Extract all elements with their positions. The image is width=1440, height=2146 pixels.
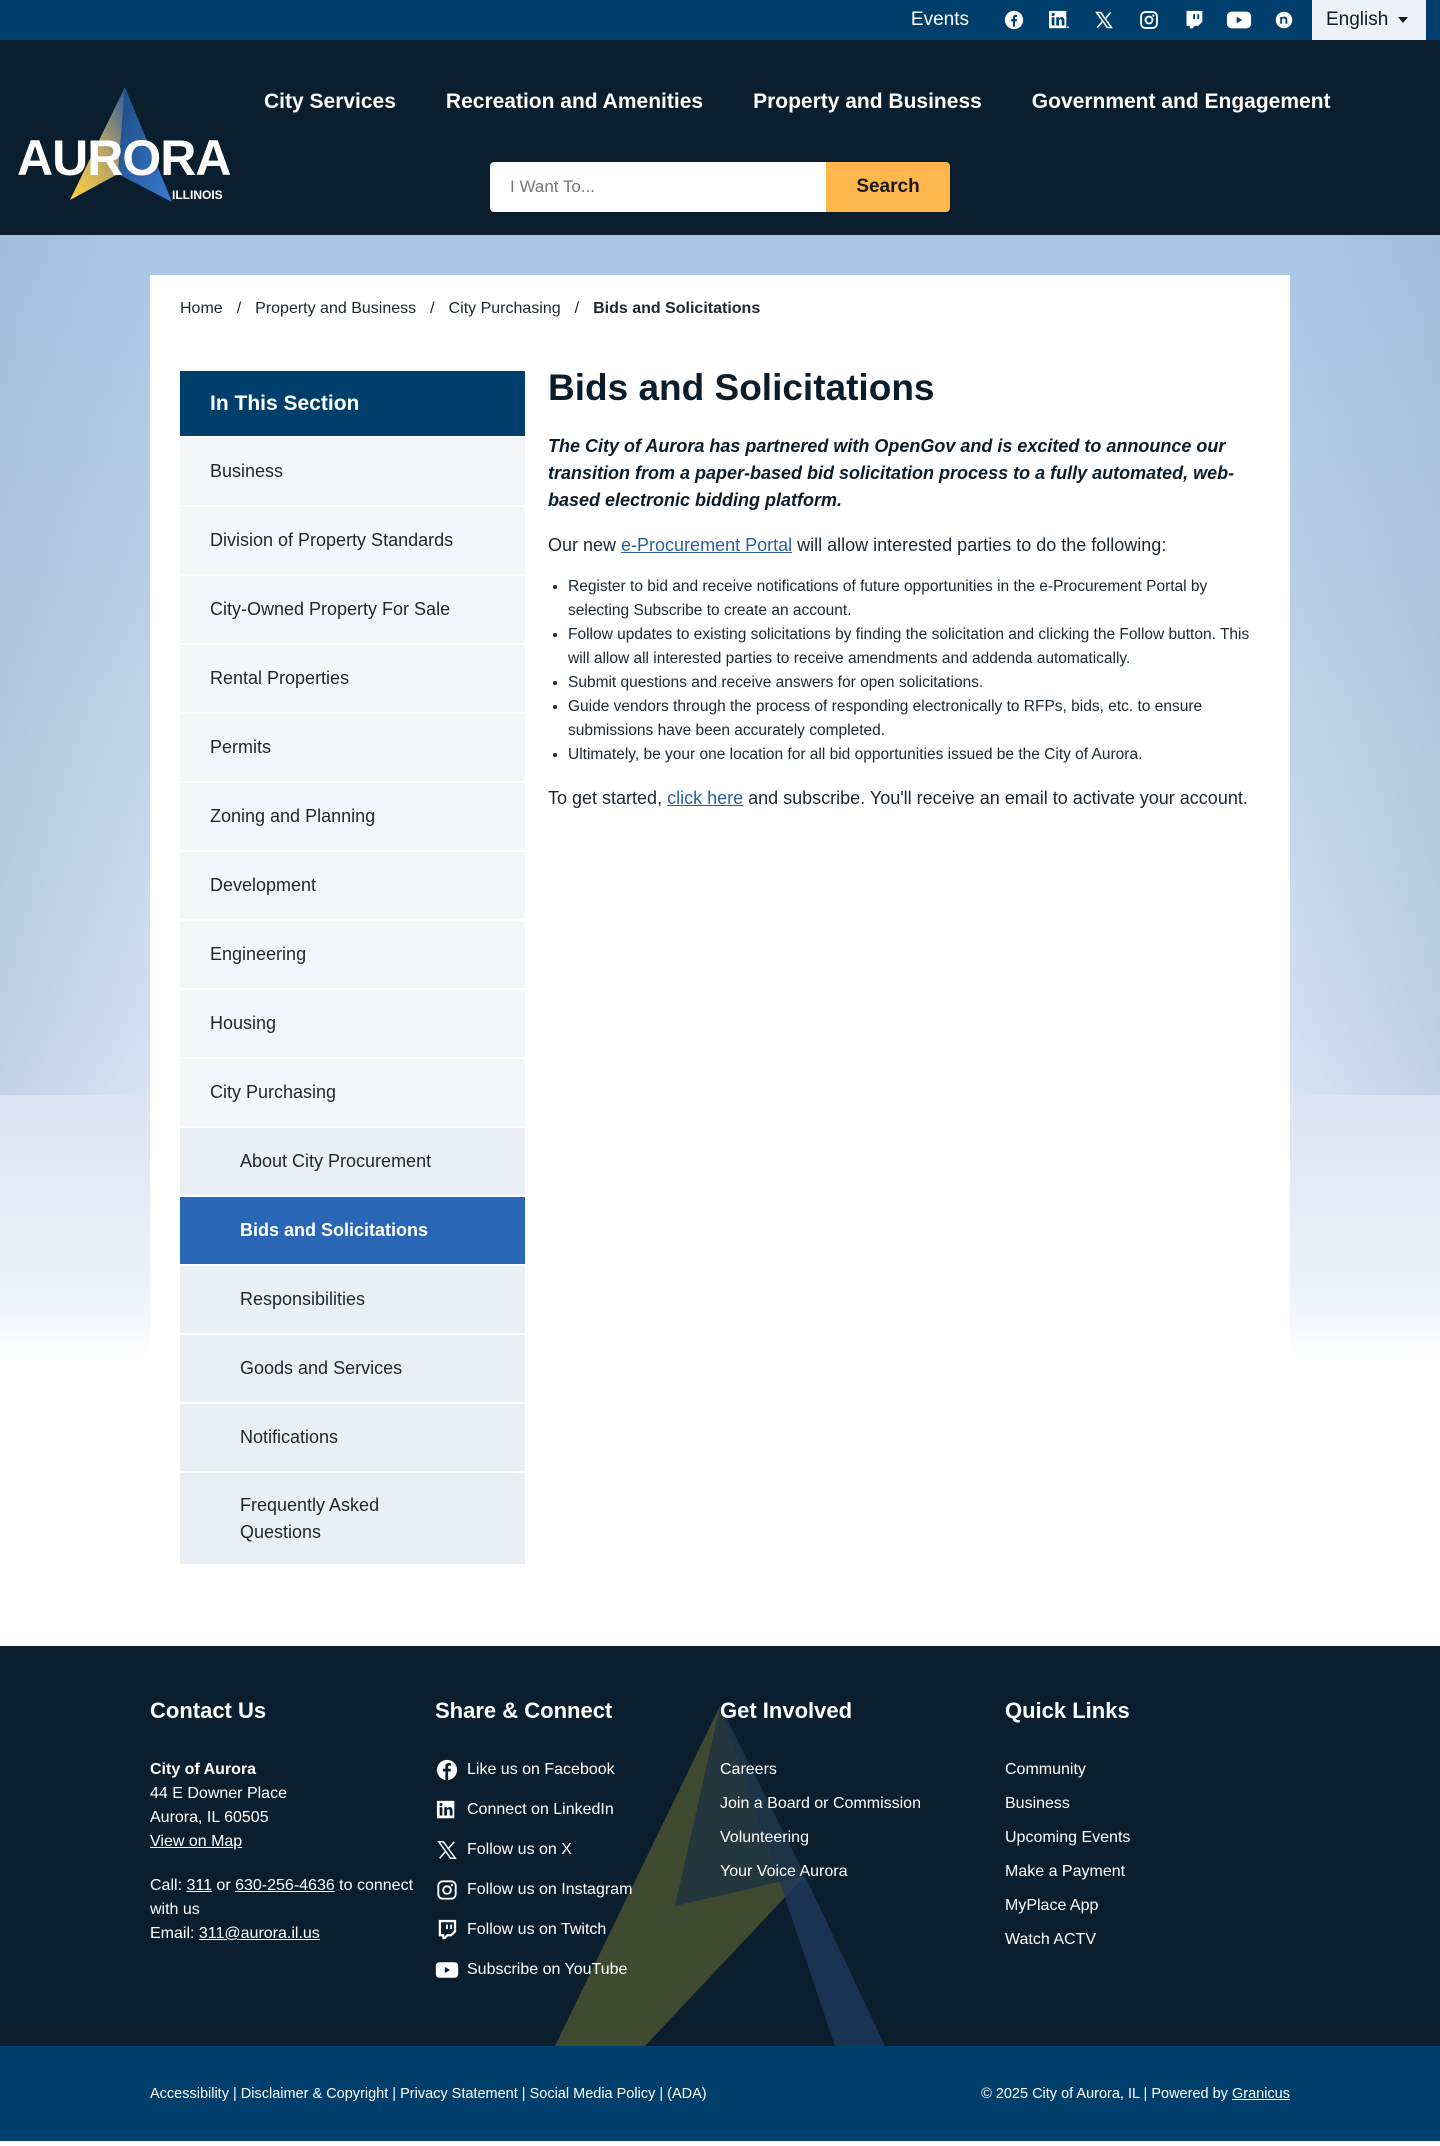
footer-link-your-voice-aurora[interactable]: Your Voice Aurora [720,1863,848,1880]
separator: | [517,2085,530,2102]
list-item: • Follow updates to existing solicitations by finding the solicitation and clicking the Follow button. This will allow all interested parties to receive amendments and addenda automatically. [568,623,1260,671]
main-content [548,367,1260,1566]
sidebar-item-zoning-and-planning[interactable]: Zoning and Planning [180,783,525,850]
sidebar-item-permits[interactable]: Permits [180,714,525,781]
disclaimer-link[interactable]: Disclaimer & Copyright [240,2085,389,2102]
footer-columns [150,1646,1290,1998]
breadcrumb [180,297,1260,321]
footer-involved-heading: Get Involved [720,1698,853,1723]
instagram-icon[interactable] [1126,0,1171,40]
social-media-policy-link[interactable]: Social Media Policy [529,2085,656,2102]
share-label: Like us on Facebook [467,1761,615,1778]
breadcrumb-separator: / [236,300,242,317]
copyright-text: © 2025 City of Aurora, IL | Powered by [981,2085,1232,2102]
linkedin-icon [435,1798,459,1822]
breadcrumb-current: Bids and Solicitations [593,300,761,317]
footer-link-make-a-payment[interactable]: Make a Payment [1005,1863,1126,1880]
twitch-icon [435,1918,459,1942]
breadcrumb-property-and-business[interactable]: Property and Business [255,300,417,317]
search-form [490,162,950,212]
footer-quick-links [1005,1698,1290,1998]
legal-links [150,2086,707,2102]
granicus-link[interactable]: Granicus [1231,2085,1290,2102]
sidebar-item-engineering[interactable]: Engineering [180,921,525,988]
footer-link-myplace-app[interactable]: MyPlace App [1005,1897,1099,1914]
share-label: Subscribe on YouTube [467,1961,628,1978]
footer-linkedin-link[interactable] [435,1798,720,1822]
share-label: Follow us on Twitch [467,1921,607,1938]
list-item: • Guide vendors through the process of responding electronically to RFPs, bids, etc. to ensure submissions have been accurately completed. [568,695,1260,743]
sidebar-subitem-bids-and-solicitations[interactable]: Bids and Solicitations [180,1197,525,1264]
breadcrumb-separator: / [430,300,435,317]
facebook-icon [435,1758,459,1782]
legal-bar [0,2046,1440,2141]
e-procurement-portal-link[interactable]: e-Procurement Portal [621,535,793,555]
intro-text-cont: will allow interested parties to do the following: [792,535,1167,555]
contact-org: City of Aurora [150,1761,257,1778]
sidebar-subitem-about-city-procurement[interactable]: About City Procurement [180,1128,525,1195]
email-link[interactable]: 311@aurora.il.us [198,1925,320,1942]
sidebar-item-division-of-property-standards[interactable]: Division of Property Standards [180,507,525,574]
features-list [548,575,1260,767]
language-label: English [1326,9,1389,30]
footer-twitch-link[interactable] [435,1918,720,1942]
call-suffix: to connect with us [150,1877,414,1918]
view-on-map-link[interactable]: View on Map [150,1833,243,1850]
linkedin-icon[interactable] [1036,0,1081,40]
section-sidebar [180,371,525,1566]
contact-email [150,1922,435,1946]
site-header [0,40,1440,235]
content-card [150,275,1290,1566]
footer-share-heading: Share & Connect [435,1698,613,1723]
footer-get-involved [720,1698,1005,1998]
intro-paragraph [548,532,1260,559]
sidebar-item-rental-properties[interactable]: Rental Properties [180,645,525,712]
footer-link-join-board[interactable]: Join a Board or Commission [720,1795,921,1812]
footer-link-watch-actv[interactable]: Watch ACTV [1005,1931,1096,1948]
twitch-icon[interactable] [1171,0,1216,40]
chevron-down-icon [1398,17,1408,23]
x-icon [435,1838,459,1862]
list-item: • Submit questions and receive answers for open solicitations. [568,671,1260,695]
footer-link-upcoming-events[interactable]: Upcoming Events [1005,1829,1131,1846]
breadcrumb-separator: / [574,300,580,317]
outro-text: To get started, [548,788,668,808]
contact-address1: 44 E Downer Place [150,1785,287,1802]
share-label: Follow us on X [467,1841,572,1858]
sidebar-item-business[interactable]: Business [180,438,525,505]
copyright [981,2086,1290,2102]
footer-youtube-link[interactable] [435,1958,720,1982]
accessibility-link[interactable]: Accessibility [150,2085,229,2102]
x-icon[interactable] [1081,0,1126,40]
svg-text:AURORA: AURORA [17,130,231,186]
sidebar-item-housing[interactable]: Housing [180,990,525,1057]
nav-recreation-and-amenities[interactable]: Recreation and Amenities [445,90,704,113]
phone-long-link[interactable]: 630-256-4636 [235,1877,335,1894]
outro-paragraph [548,785,1260,812]
privacy-link[interactable]: Privacy Statement [400,2085,518,2102]
youtube-icon[interactable] [1216,0,1261,40]
contact-phone [150,1874,435,1922]
call-label: Call: [150,1877,187,1894]
nav-government-and-engagement[interactable]: Government and Engagement [1031,90,1331,113]
nav-city-services[interactable]: City Services [264,90,396,113]
main-navigation [264,90,1331,114]
breadcrumb-city-purchasing[interactable]: City Purchasing [448,300,561,317]
footer-link-volunteering[interactable]: Volunteering [720,1829,809,1846]
footer-x-link[interactable] [435,1838,720,1862]
svg-text:ILLINOIS: ILLINOIS [172,188,223,202]
nav-property-and-business[interactable]: Property and Business [753,90,982,113]
lead-paragraph: The City of Aurora has partnered with OpenGov and is excited to announce our transition from a paper-based bid solicitation process to a fully automated, web-based electronic bidding platform. [548,436,1235,510]
phone-311-link[interactable]: 311 [186,1877,212,1894]
content-layout [180,367,1260,1566]
separator: | [228,2085,241,2102]
nextdoor-icon[interactable] [1261,0,1306,40]
sidebar-subitem-responsibilities[interactable]: Responsibilities [180,1266,525,1333]
footer-link-business[interactable]: Business [1005,1795,1070,1812]
footer-link-community[interactable]: Community [1005,1761,1086,1778]
click-here-link[interactable]: click here [667,788,744,808]
utility-bar [0,0,1440,40]
search-button[interactable]: Search [826,162,950,212]
footer-contact-heading: Contact Us [150,1698,267,1723]
email-label: Email: [150,1925,199,1942]
social-links [991,0,1306,40]
list-item: • Register to bid and receive notifications of future opportunities in the e-Procurement Portal by selecting Subscribe to create an account. [568,575,1260,623]
events-link[interactable]: Events [910,9,969,30]
footer-instagram-link[interactable] [435,1878,720,1902]
footer-contact [150,1698,435,1998]
outro-text-cont: and subscribe. You'll receive an email to activate your account. [743,788,1248,808]
sidebar-item-development[interactable]: Development [180,852,525,919]
youtube-icon [435,1958,459,1982]
sidebar-subitem-goods-and-services[interactable]: Goods and Services [180,1335,525,1402]
ada-link[interactable]: (ADA) [667,2085,707,2102]
footer-facebook-link[interactable] [435,1758,720,1782]
list-item: • Ultimately, be your one location for all bid opportunities issued be the City of Aurora. [568,743,1260,767]
sidebar-item-city-purchasing[interactable]: City Purchasing [180,1059,525,1126]
sidebar-heading: In This Section [180,371,525,436]
separator: | [655,2085,668,2102]
facebook-icon[interactable] [991,0,1036,40]
page-title: Bids and Solicitations [548,367,935,408]
footer-share [435,1698,720,1998]
or-text: or [211,1877,236,1894]
share-label: Follow us on Instagram [467,1881,633,1898]
page-hero [0,235,1440,1646]
footer-quick-heading: Quick Links [1005,1698,1130,1723]
breadcrumb-home[interactable]: Home [180,300,223,317]
instagram-icon [435,1878,459,1902]
sidebar-item-city-owned-property[interactable]: City-Owned Property For Sale [180,576,525,643]
site-footer [0,1646,1440,2046]
share-label: Connect on LinkedIn [467,1801,614,1818]
contact-address2: Aurora, IL 60505 [150,1809,269,1826]
sidebar-subitem-notifications[interactable]: Notifications [180,1404,525,1471]
language-selector[interactable] [1312,0,1426,40]
footer-link-careers[interactable]: Careers [720,1761,777,1778]
search-input[interactable] [490,162,826,212]
aurora-logo[interactable] [14,62,244,222]
separator: | [388,2085,401,2102]
intro-text: Our new [548,535,622,555]
sidebar-subitem-faq[interactable]: Frequently Asked Questions [180,1473,525,1564]
